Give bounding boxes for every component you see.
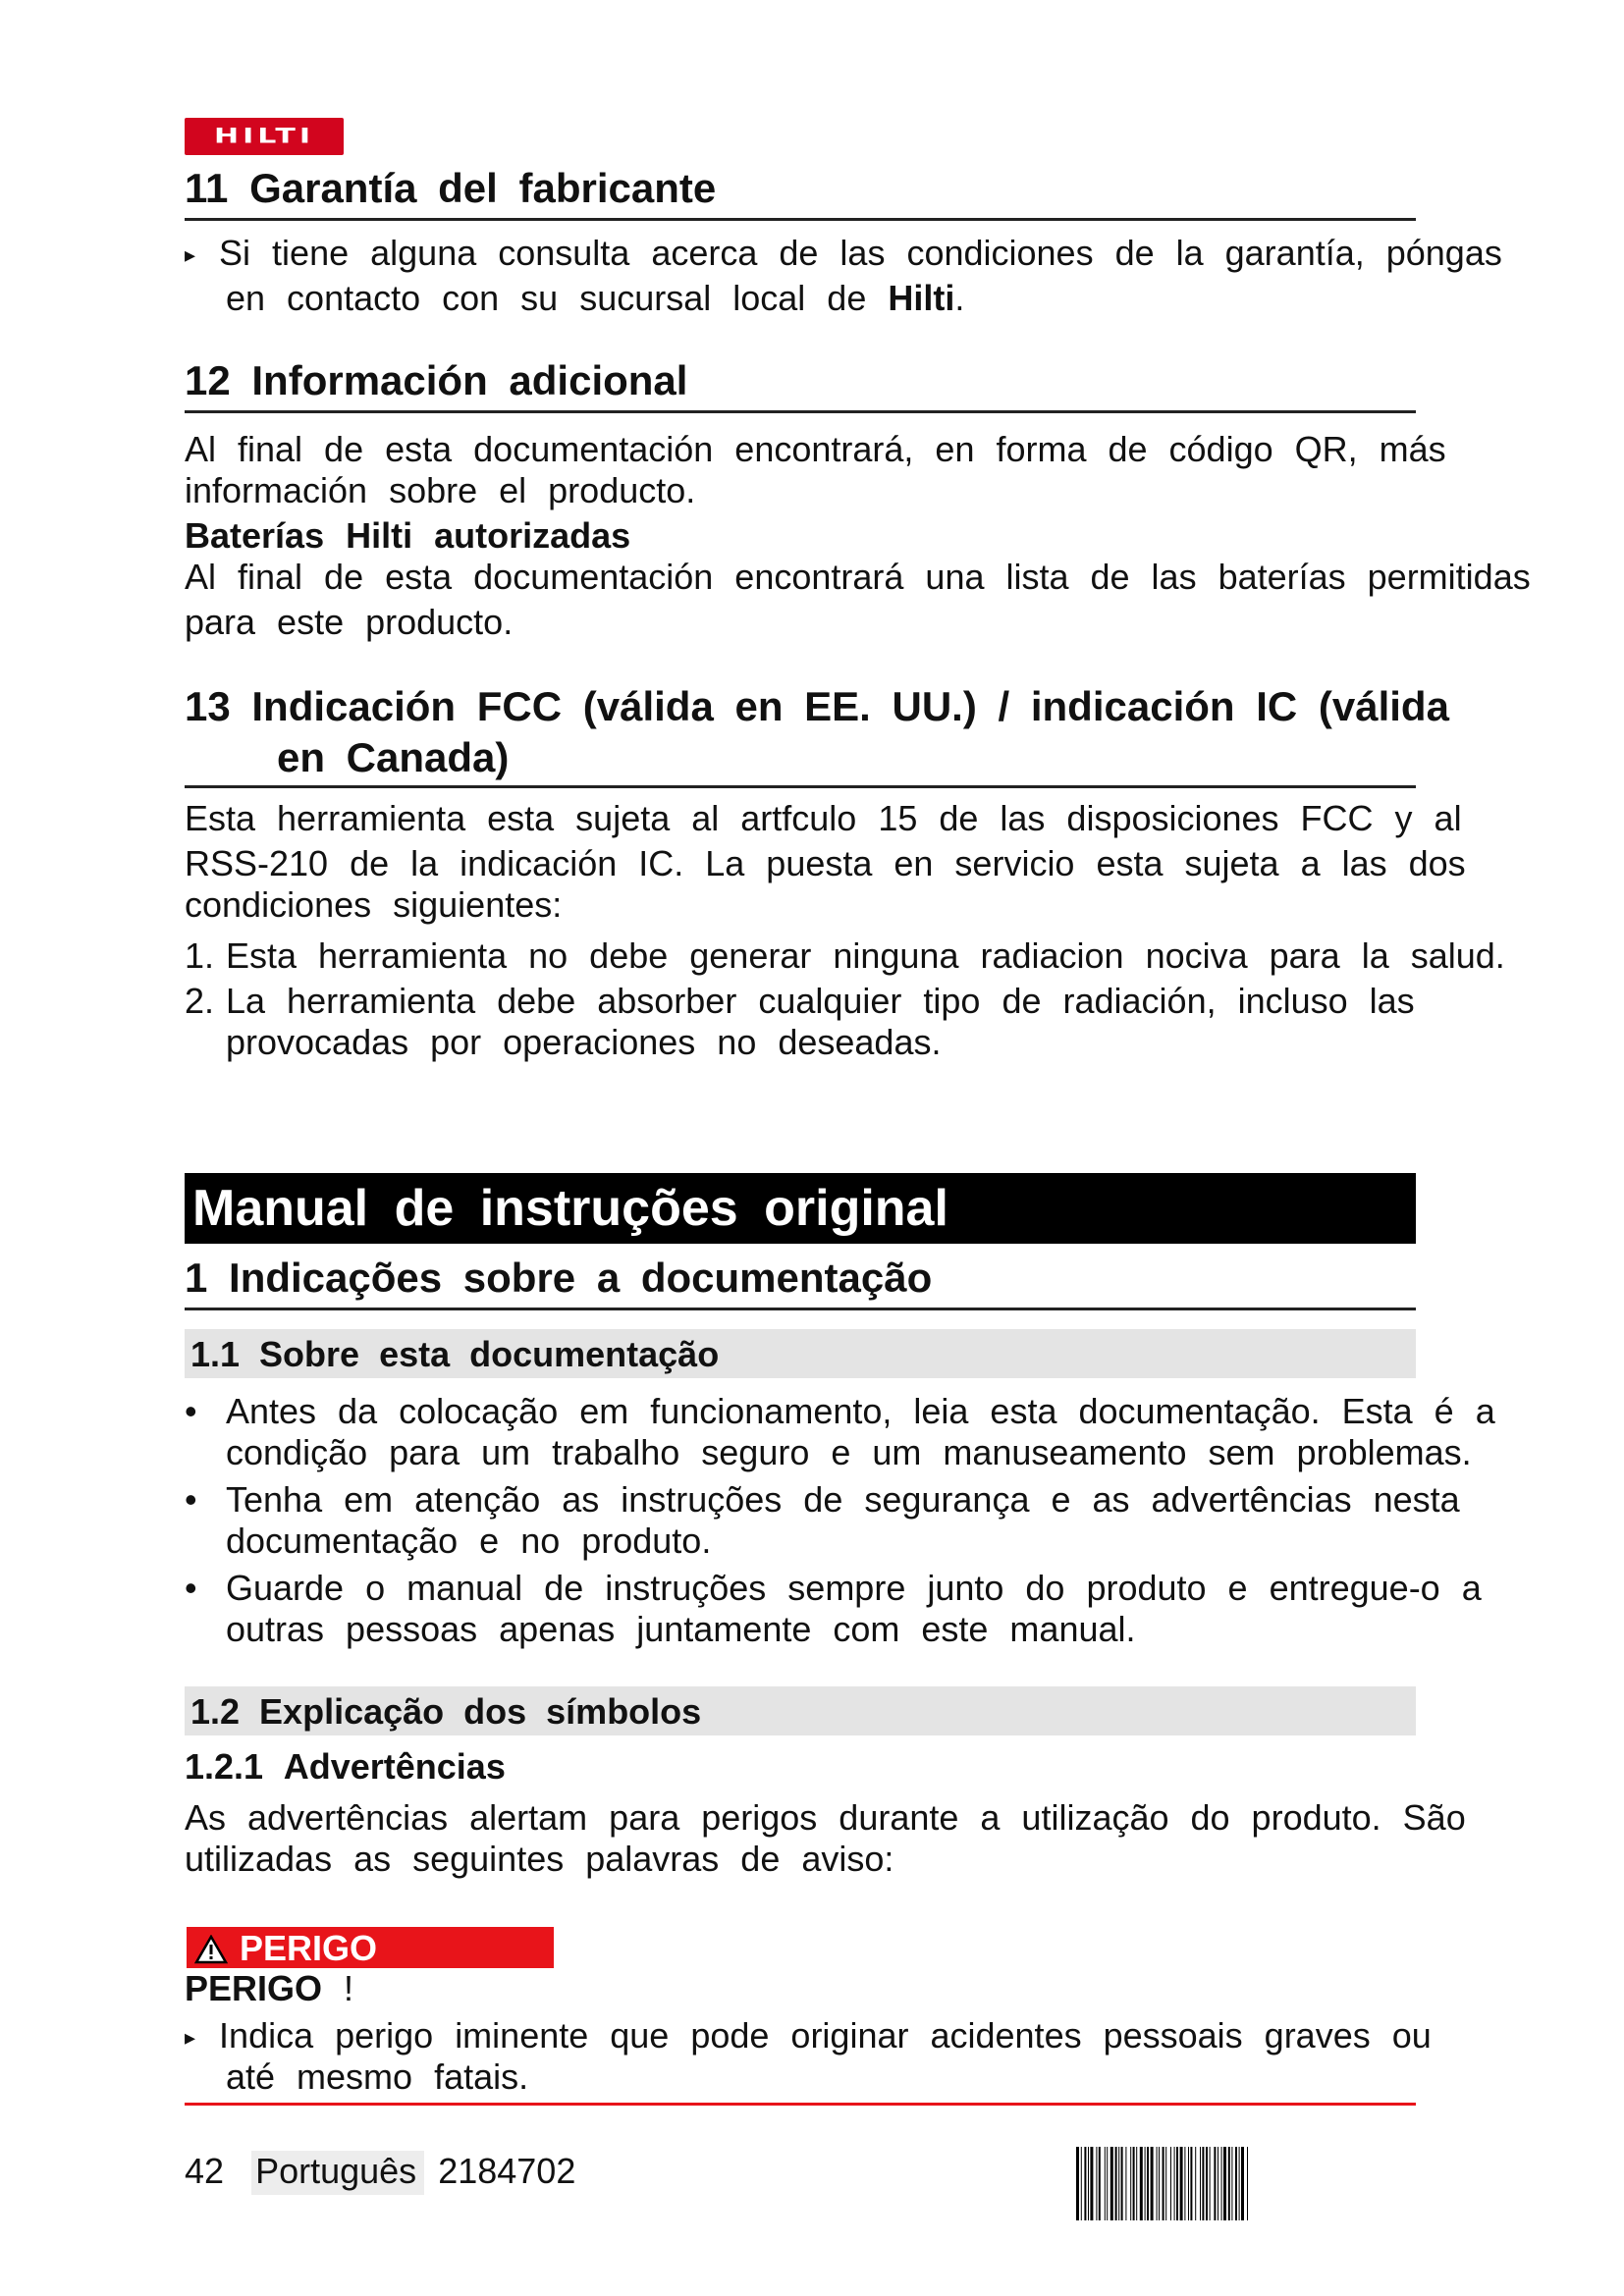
hilti-logo: [185, 118, 344, 155]
warning-triangle-icon: [194, 1935, 228, 1964]
barcode-bar: [1145, 2147, 1146, 2220]
bullet-1-cont: condição para um trabalho seguro e um manuseamento sem problemas.: [226, 1432, 1472, 1472]
subsection-1-2-1-heading: 1.2.1 Advertências: [185, 1746, 506, 1787]
page-footer: [185, 2150, 575, 2193]
section-12-rule: [185, 410, 1416, 413]
perigo-line2: até mesmo fatais.: [226, 2056, 529, 2097]
subsection-1-2-heading: 1.2 Explicação dos símbolos: [185, 1686, 1416, 1735]
barcode-bar: [1107, 2147, 1108, 2220]
barcode-bar: [1174, 2147, 1175, 2220]
barcode-bar: [1228, 2147, 1230, 2220]
barcode-bar: [1125, 2147, 1126, 2220]
bullet-3: • Guarde o manual de instruções sempre junto do produto e entregue-o a: [185, 1568, 1482, 1608]
triangle-bullet-icon: ▸: [185, 242, 196, 267]
section-1-rule: [185, 1308, 1416, 1310]
perigo-heading: PERIGO !: [185, 1968, 354, 2008]
section-13-p3: condiciones siguientes:: [185, 884, 563, 925]
page-number: 42: [185, 2151, 225, 2191]
perigo-line1: ▸ Indica perigo iminente que pode originar acidentes pessoais graves ou: [185, 2014, 1432, 2059]
barcode-bar: [1090, 2147, 1093, 2220]
barcode-bar: [1110, 2147, 1113, 2220]
barcode-bar: [1099, 2147, 1101, 2220]
barcode-bar: [1247, 2147, 1248, 2220]
barcode-bar: [1241, 2147, 1244, 2220]
barcode-bar: [1096, 2147, 1097, 2220]
hilti-bold-text: Hilti: [888, 278, 955, 318]
perigo-red-rule: [185, 2103, 1416, 2106]
barcode-bar: [1195, 2147, 1196, 2220]
barcode-bar: [1081, 2147, 1082, 2220]
barcode-bar: [1190, 2147, 1192, 2220]
section-12-p4: para este producto.: [185, 602, 514, 642]
barcode-bar: [1084, 2147, 1086, 2220]
section-11-rule: [185, 218, 1416, 221]
bullet-2-cont: documentação e no produto.: [226, 1521, 712, 1561]
barcode-bar: [1157, 2147, 1158, 2220]
barcode-bar: [1223, 2147, 1226, 2220]
section-12-heading: 12 Información adicional: [185, 357, 688, 403]
barcode-bar: [1088, 2147, 1089, 2220]
bullet-dot-icon: •: [185, 1391, 197, 1431]
section-11-line2: en contacto con su sucursal local de Hilti.: [226, 278, 965, 318]
section-13-heading-line1: 13 Indicación FCC (válida en EE. UU.) / indicación IC (válida: [185, 683, 1449, 729]
barcode-bar: [1163, 2147, 1164, 2220]
barcode-bar: [1118, 2147, 1119, 2220]
barcode-bar: [1188, 2147, 1189, 2220]
warnings-p2: utilizadas as seguintes palavras de aviso:: [185, 1839, 894, 1879]
section-1-heading: 1 Indicações sobre a documentação: [185, 1255, 933, 1301]
barcode-bar: [1076, 2147, 1079, 2220]
section-13-item-1: 1. Esta herramienta no debe generar ninguna radiacion nociva para la salud.: [185, 935, 1505, 976]
barcode-bar: [1115, 2147, 1117, 2220]
barcode-bar: [1184, 2147, 1185, 2220]
section-12-p1: Al final de esta documentación encontrará, en forma de código QR, más: [185, 429, 1446, 469]
bullet-1: • Antes da colocação em funcionamento, leia esta documentação. Esta é a: [185, 1391, 1495, 1431]
barcode-bar: [1170, 2147, 1171, 2220]
barcode-bar: [1130, 2147, 1131, 2220]
barcode-bar: [1136, 2147, 1137, 2220]
manual-title-bar: Manual de instruções original: [185, 1173, 1416, 1244]
bullet-dot-icon: •: [185, 1568, 197, 1608]
barcode-bar: [1165, 2147, 1166, 2220]
batteries-subheading: Baterías Hilti autorizadas: [185, 515, 631, 556]
barcode-bar: [1221, 2147, 1222, 2220]
barcode-bar: [1133, 2147, 1135, 2220]
barcode-bar: [1202, 2147, 1204, 2220]
section-13-rule: [185, 785, 1416, 788]
barcode-bar: [1159, 2147, 1160, 2220]
barcode-bar: [1147, 2147, 1149, 2220]
barcode-bar: [1231, 2147, 1232, 2220]
barcode-bar: [1151, 2147, 1154, 2220]
barcode-bar: [1140, 2147, 1143, 2220]
barcode-bar: [1206, 2147, 1208, 2220]
barcode-bar: [1210, 2147, 1211, 2220]
hilti-logo-text: HILTI: [213, 124, 315, 148]
perigo-label-bar: PERIGO: [187, 1927, 554, 1968]
subsection-1-1-heading: 1.1 Sobre esta documentação: [185, 1329, 1416, 1378]
section-13-p1: Esta herramienta esta sujeta al artfculo 15 de las disposiciones FCC y al: [185, 798, 1462, 838]
barcode-image: [1076, 2147, 1412, 2220]
bullet-dot-icon: •: [185, 1479, 197, 1520]
section-13-heading-line2: en Canada): [277, 734, 510, 780]
footer-language: Português: [251, 2151, 424, 2195]
section-13-p2: RSS-210 de la indicación IC. La puesta en servicio esta sujeta a las dos: [185, 843, 1466, 883]
barcode-bar: [1239, 2147, 1240, 2220]
section-13-item-2-cont: provocadas por operaciones no deseadas.: [226, 1022, 942, 1062]
footer-code: 2184702: [438, 2151, 576, 2191]
barcode-bar: [1105, 2147, 1106, 2220]
bullet-2: • Tenha em atenção as instruções de segurança e as advertências nesta: [185, 1479, 1460, 1520]
barcode-bar: [1180, 2147, 1183, 2220]
barcode-bar: [1176, 2147, 1178, 2220]
barcode-bar: [1235, 2147, 1237, 2220]
section-12-p3: Al final de esta documentación encontrará una lista de las baterías permitidas: [185, 557, 1531, 597]
barcode-bar: [1121, 2147, 1123, 2220]
warnings-p1: As advertências alertam para perigos durante a utilização do produto. São: [185, 1797, 1466, 1838]
section-13-item-2: 2. La herramienta debe absorber cualquier tipo de radiación, incluso las: [185, 981, 1415, 1021]
triangle-bullet-icon: ▸: [185, 2025, 196, 2050]
section-11-heading: 11 Garantía del fabricante: [185, 165, 717, 211]
section-11-line1: ▸ Si tiene alguna consulta acerca de las condiciones de la garantía, póngas: [185, 232, 1502, 277]
section-12-p2: información sobre el producto.: [185, 470, 696, 510]
barcode-bar: [1200, 2147, 1201, 2220]
barcode-bar: [1214, 2147, 1216, 2220]
bullet-3-cont: outras pessoas apenas juntamente com este manual.: [226, 1609, 1136, 1649]
